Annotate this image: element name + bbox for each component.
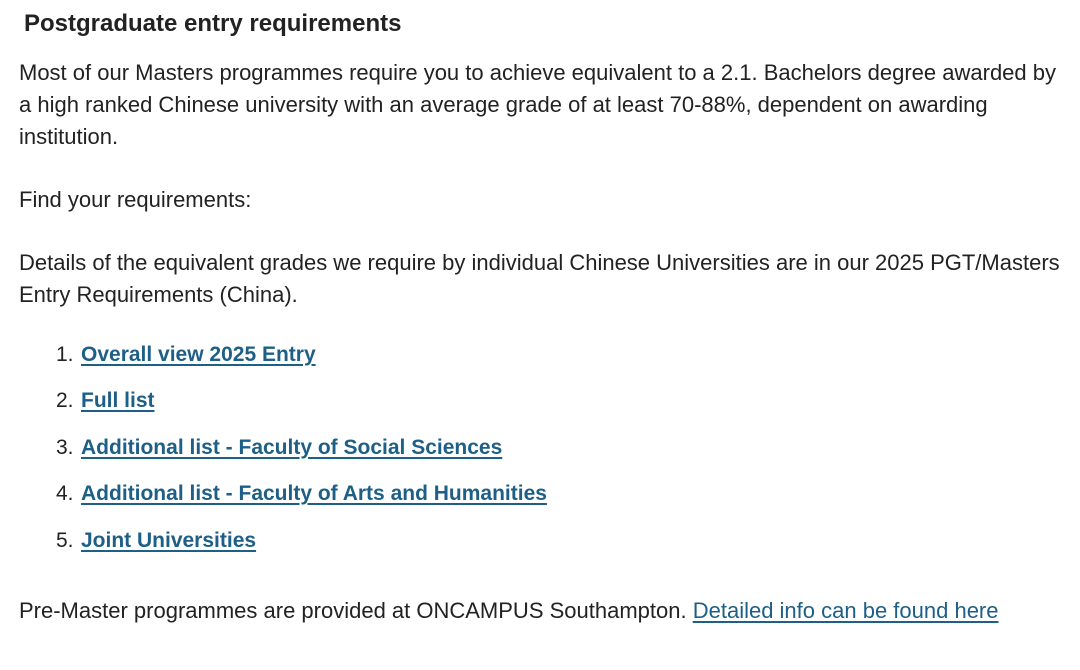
overall-view-link[interactable]: Overall view 2025 Entry xyxy=(81,343,316,366)
list-item-number: 5. xyxy=(56,528,74,552)
detailed-info-link[interactable]: Detailed info can be found here xyxy=(692,598,999,623)
pre-master-paragraph xyxy=(19,595,1074,627)
page-title: Postgraduate entry requirements xyxy=(24,10,402,37)
details-paragraph: Details of the equivalent grades we require by individual Chinese Universities are in our 2025 PGT/Masters Entry Requirements (China). xyxy=(19,250,1060,307)
list-item-number: 2. xyxy=(56,389,74,413)
find-requirements-text: Find your requirements: xyxy=(19,187,252,212)
list-item-number: 3. xyxy=(56,435,74,459)
list-item-number: 4. xyxy=(56,482,74,506)
list-item xyxy=(0,385,1080,431)
joint-universities-link[interactable]: Joint Universities xyxy=(81,528,257,552)
list-item xyxy=(0,339,1080,385)
intro-paragraph: Most of our Masters programmes require you to achieve equivalent to a 2.1. Bachelors degree awarded by a high ranked Chinese university with an average grade of at least 70-88%, dependent on awarding institution. xyxy=(19,60,1056,149)
list-item xyxy=(0,432,1080,478)
list-item-number: 1. xyxy=(56,343,74,366)
list-item xyxy=(0,525,1080,571)
full-list-link[interactable]: Full list xyxy=(81,389,155,413)
requirements-link-list xyxy=(0,339,1080,571)
list-item xyxy=(0,478,1080,524)
arts-humanities-link[interactable]: Additional list - Faculty of Arts and Humanities xyxy=(81,482,547,506)
pre-master-text: Pre-Master programmes are provided at ONCAMPUS Southampton. xyxy=(19,598,693,623)
social-sciences-link[interactable]: Additional list - Faculty of Social Sciences xyxy=(81,435,503,459)
